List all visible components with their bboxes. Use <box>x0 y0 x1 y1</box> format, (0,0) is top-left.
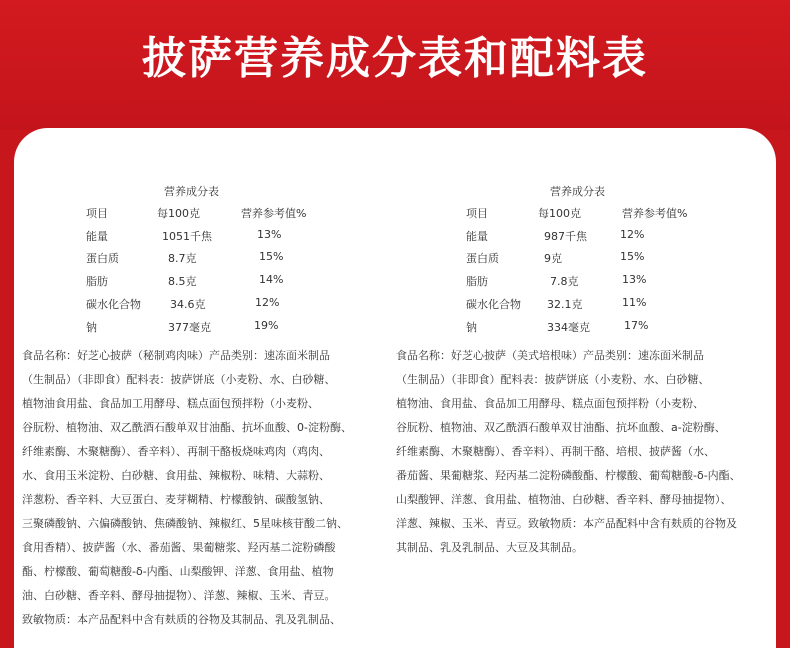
page-title: 披萨营养成分表和配料表 <box>142 33 648 84</box>
nutrient-amount: 1051千焦 <box>162 230 212 243</box>
nutrient-name: 钠 <box>466 321 477 334</box>
nutrient-nrv: 13% <box>622 273 647 286</box>
ingredients-line: 油、白砂糖、香辛料、酵母抽提物）、洋葱、辣椒、玉米、青豆。 <box>22 589 336 602</box>
ingredients-line: 纤维素酶、木聚糖酶）、香辛料）、再制干酪板烧味鸡肉（鸡肉、 <box>22 445 330 458</box>
nutrient-nrv: 19% <box>254 319 279 332</box>
nutrient-nrv: 11% <box>622 296 647 309</box>
header-per-100g: 每100克 <box>538 207 581 220</box>
ingredients-line: 洋葱粉、香辛料、大豆蛋白、麦芽糊精、柠檬酸钠、碳酸氢钠、 <box>22 493 330 506</box>
header-nrv: 营养参考值% <box>241 207 307 220</box>
nutrient-amount: 334毫克 <box>547 321 590 334</box>
ingredients-text <box>22 344 352 632</box>
nutrient-name: 脂肪 <box>466 275 488 288</box>
nutrient-amount: 987千焦 <box>544 230 587 243</box>
nutrient-amount: 8.5克 <box>168 275 197 288</box>
content-card <box>14 128 776 648</box>
ingredients-line: 食品名称：好芝心披萨（美式培根味）产品类别：速冻面米制品 <box>396 349 704 362</box>
header-per-100g: 每100克 <box>157 207 200 220</box>
nutrition-table-title: 营养成分表 <box>550 185 605 198</box>
nutrient-name: 钠 <box>86 321 97 334</box>
nutrient-name: 能量 <box>466 230 488 243</box>
header-nrv: 营养参考值% <box>622 207 688 220</box>
ingredients-line: 致敏物质：本产品配料中含有麸质的谷物及其制品、乳及乳制品、 <box>22 613 341 626</box>
nutrient-nrv: 15% <box>259 250 284 263</box>
ingredients-line: 酯、柠檬酸、葡萄糖酸-δ-内酯、山梨酸钾、洋葱、食用盐、植物 <box>22 565 334 578</box>
nutrient-amount: 34.6克 <box>170 298 206 311</box>
nutrient-amount: 9克 <box>544 252 562 265</box>
nutrient-name: 能量 <box>86 230 108 243</box>
nutrient-name: 碳水化合物 <box>86 298 141 311</box>
nutrient-amount: 32.1克 <box>547 298 583 311</box>
header-item: 项目 <box>466 207 488 220</box>
nutrient-nrv: 17% <box>624 319 649 332</box>
ingredients-text <box>396 344 741 560</box>
ingredients-line: 植物油食用盐、食品加工用酵母、糕点面包预拌粉（小麦粉、 <box>22 397 319 410</box>
ingredients-line: 谷朊粉、植物油、双乙酰酒石酸单双甘油酯、抗坏血酸、a-淀粉酶、 <box>396 421 726 434</box>
ingredients-line: 三聚磷酸钠、六偏磷酸钠、焦磷酸钠、辣椒红、5星味核苷酸二钠、 <box>22 517 348 530</box>
ingredients-line: 水、食用玉米淀粉、白砂糖、食用盐、辣椒粉、味精、大蒜粉、 <box>22 469 330 482</box>
ingredients-line: 植物油、食用盐、食品加工用酵母、糕点面包预拌粉（小麦粉、 <box>396 397 704 410</box>
ingredients-line: 其制品、乳及乳制品、大豆及其制品。 <box>396 541 583 554</box>
nutrient-amount: 7.8克 <box>550 275 579 288</box>
nutrient-amount: 377毫克 <box>168 321 211 334</box>
ingredients-line: 山梨酸钾、洋葱、食用盐、植物油、白砂糖、香辛料、酵母抽提物）、 <box>396 493 732 506</box>
nutrition-table-title: 营养成分表 <box>164 185 219 198</box>
ingredients-line: 番茄酱、果葡糖浆、羟丙基二淀粉磷酸酯、柠檬酸、葡萄糖酸-δ-内酯、 <box>396 469 741 482</box>
ingredients-line: （生制品）（非即食）配料表：披萨饼底（小麦粉、水、白砂糖、 <box>22 373 336 386</box>
ingredients-line: 食品名称：好芝心披萨（秘制鸡肉味）产品类别：速冻面米制品 <box>22 349 330 362</box>
nutrient-amount: 8.7克 <box>168 252 197 265</box>
ingredients-line: 食用香精）、披萨酱（水、番茄酱、果葡糖浆、羟丙基二淀粉磷酸 <box>22 541 336 554</box>
nutrient-name: 蛋白质 <box>466 252 499 265</box>
nutrient-nrv: 13% <box>257 228 282 241</box>
nutrient-name: 蛋白质 <box>86 252 119 265</box>
nutrient-name: 脂肪 <box>86 275 108 288</box>
nutrient-nrv: 15% <box>620 250 645 263</box>
nutrient-nrv: 12% <box>255 296 280 309</box>
nutrient-nrv: 14% <box>259 273 284 286</box>
ingredients-line: 洋葱、辣椒、玉米、青豆。致敏物质：本产品配料中含有麸质的谷物及 <box>396 517 737 530</box>
nutrient-nrv: 12% <box>620 228 645 241</box>
ingredients-line: 谷朊粉、植物油、双乙酰酒石酸单双甘油酯、抗坏血酸、0-淀粉酶、 <box>22 421 352 434</box>
ingredients-line: 纤维素酶、木聚糖酶）、香辛料）、再制干酪、培根、披萨酱（水、 <box>396 445 715 458</box>
ingredients-line: （生制品）（非即食）配料表：披萨饼底（小麦粉、水、白砂糖、 <box>396 373 710 386</box>
nutrient-name: 碳水化合物 <box>466 298 521 311</box>
header-item: 项目 <box>86 207 108 220</box>
